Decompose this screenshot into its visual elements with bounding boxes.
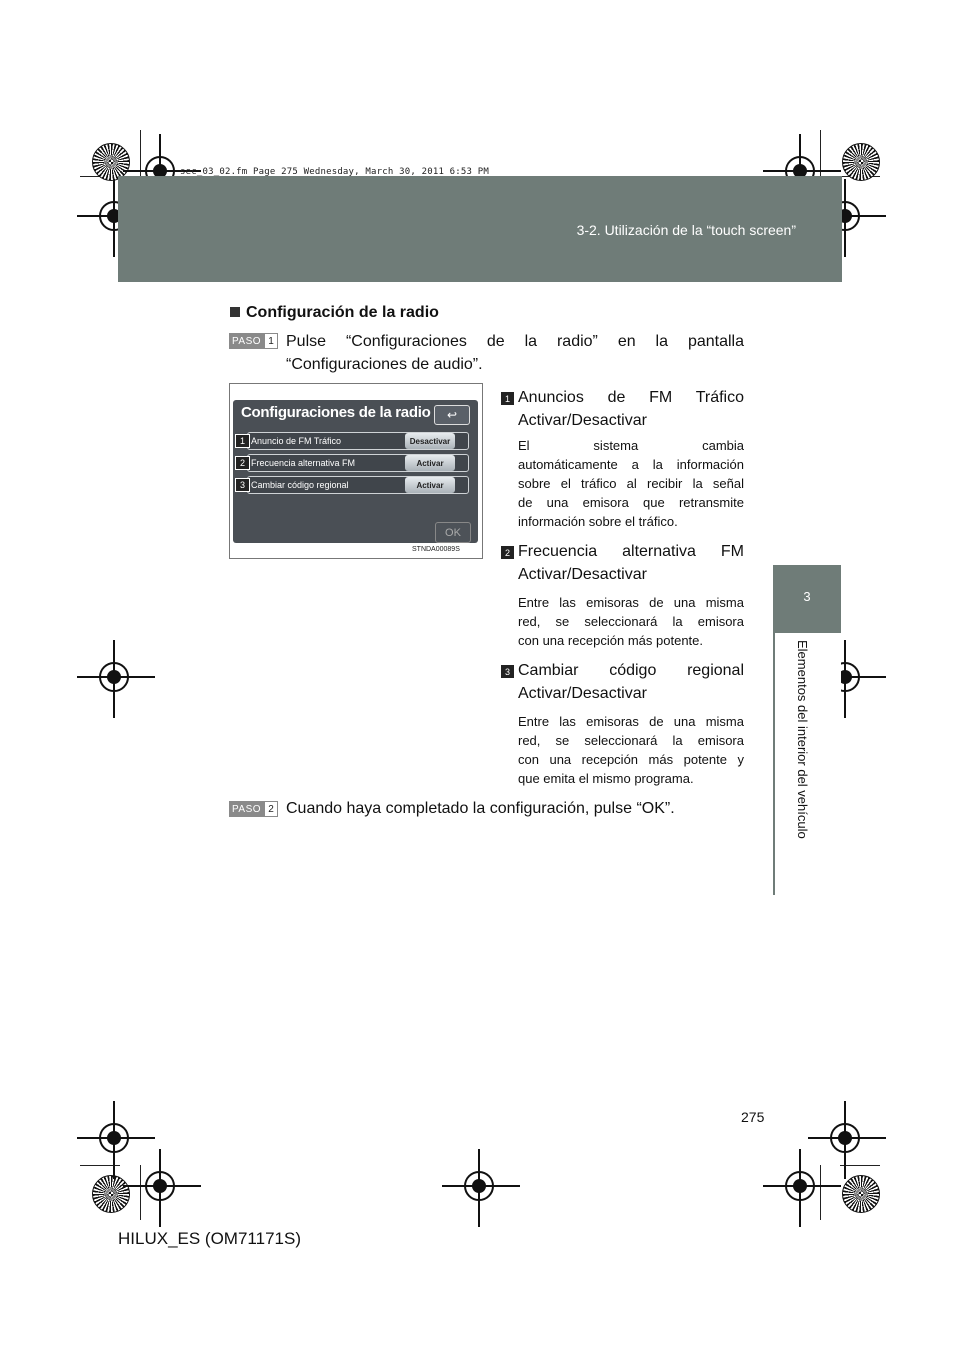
- step1-line2: “Configuraciones de audio”.: [286, 356, 483, 373]
- item1-title-line2: Activar/Desactivar: [518, 412, 647, 429]
- crosshair-mark-icon: [95, 658, 137, 700]
- item-number-badge: 3: [501, 665, 514, 678]
- step-badge-number: 1: [264, 333, 278, 349]
- registration-sunburst-icon: [842, 143, 880, 181]
- callout-number: 2: [235, 456, 250, 470]
- item3-title-line1: Cambiar código regional: [518, 662, 744, 679]
- crosshair-mark-icon: [460, 1167, 502, 1209]
- section-heading: [230, 304, 439, 322]
- option-label: Cambiar código regional: [251, 480, 349, 490]
- item1-desc: información sobre el tráfico.: [518, 514, 678, 529]
- item2-title-line2: Activar/Desactivar: [518, 566, 647, 583]
- figure-code: STNDA00089S: [412, 546, 460, 553]
- crosshair-mark-icon: [781, 1167, 823, 1209]
- return-arrow-icon: ↩: [446, 408, 458, 422]
- item-number-badge: 1: [501, 392, 514, 405]
- chapter-label: Elementos del interior del vehículo: [795, 640, 810, 839]
- section-heading-text: Configuración de la radio: [246, 304, 439, 321]
- step2-text: Cuando haya completado la configuración, pulse “OK”.: [286, 800, 675, 817]
- item1-desc: automáticamente a la información: [518, 457, 744, 472]
- page-number: 275: [741, 1109, 765, 1125]
- trim-line: [840, 1165, 880, 1166]
- item1-desc: sobre el tráfico al recibir la señal: [518, 476, 744, 491]
- item-number-badge: 2: [501, 546, 514, 559]
- item2-title-line1: Frecuencia alternativa FM: [518, 543, 744, 560]
- chapter-number: 3: [803, 589, 811, 604]
- registration-sunburst-icon: [92, 1175, 130, 1213]
- item3-desc: con una recepción más potente y: [518, 752, 744, 767]
- step-badge-number: 2: [264, 801, 278, 817]
- back-button[interactable]: [434, 405, 470, 425]
- crosshair-mark-icon: [141, 1167, 183, 1209]
- step1-line1: Pulse “Configuraciones de la radio” en la pantalla: [286, 333, 744, 350]
- manual-code: HILUX_ES (OM71171S): [118, 1229, 301, 1248]
- toggle-button[interactable]: Desactivar: [405, 433, 455, 449]
- step-badge-word: PASO: [229, 333, 264, 349]
- registration-sunburst-icon: [842, 1175, 880, 1213]
- item1-title-line1: Anuncios de FM Tráfico: [518, 389, 744, 406]
- option-label: Frecuencia alternativa FM: [251, 458, 356, 468]
- section-title: 3-2. Utilización de la “touch screen”: [576, 222, 796, 238]
- toggle-button[interactable]: Activar: [405, 477, 455, 493]
- option-label: Anuncio de FM Tráfico: [251, 436, 342, 446]
- square-bullet-icon: [230, 307, 240, 317]
- callout-number: 1: [235, 434, 250, 448]
- crosshair-mark-icon: [826, 1119, 868, 1161]
- item2-desc: con una recepción más potente.: [518, 633, 704, 648]
- printer-stamp: sec_03_02.fm Page 275 Wednesday, March 30, 2011 6:53 PM: [180, 167, 490, 177]
- item3-desc: que emita el mismo programa.: [518, 771, 694, 786]
- item1-desc: de una emisora que retransmite: [518, 495, 744, 510]
- item3-desc: red, se seleccionará la emisora: [518, 733, 744, 748]
- item2-desc: red, se seleccionará la emisora: [518, 614, 744, 629]
- toggle-button[interactable]: Activar: [405, 455, 455, 471]
- step1-badge: [229, 333, 278, 349]
- item1-desc: El sistema cambia: [518, 438, 744, 453]
- ok-button[interactable]: OK: [435, 522, 471, 543]
- item2-desc: Entre las emisoras de una misma: [518, 595, 744, 610]
- crosshair-mark-icon: [95, 1119, 137, 1161]
- callout-number: 3: [235, 478, 250, 492]
- step2-badge: [229, 801, 278, 817]
- item3-title-line2: Activar/Desactivar: [518, 685, 647, 702]
- item3-desc: Entre las emisoras de una misma: [518, 714, 744, 729]
- screen-title: Configuraciones de la radio: [241, 404, 431, 421]
- step-badge-word: PASO: [229, 801, 264, 817]
